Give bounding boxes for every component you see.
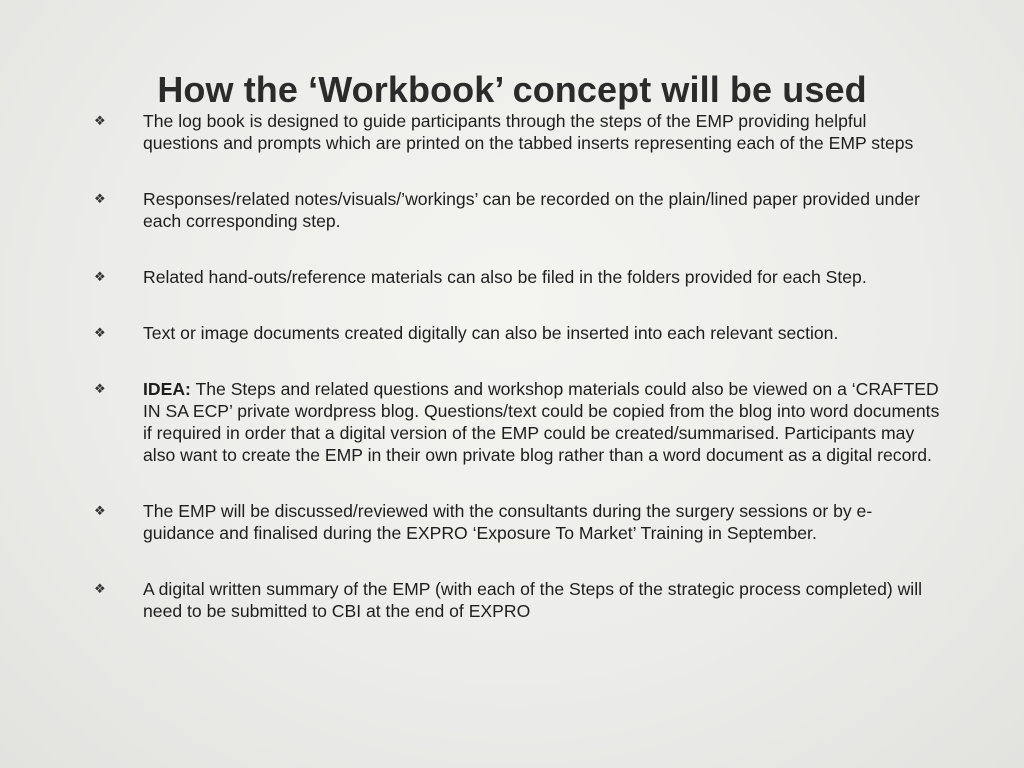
bullet-text: Related hand-outs/reference materials can also be filed in the folders provided for each Step.	[143, 267, 867, 287]
bullet-text: Responses/related notes/visuals/’workings’ can be recorded on the plain/lined paper provided under each corresponding step.	[143, 189, 920, 231]
slide-title: How the ‘Workbook’ concept will be used	[157, 69, 867, 111]
bullet-item	[92, 578, 942, 622]
idea-label: IDEA:	[143, 379, 191, 399]
diamond-bullet-icon: ❖	[94, 504, 106, 519]
diamond-bullet-icon: ❖	[94, 326, 106, 341]
diamond-bullet-icon: ❖	[94, 582, 106, 597]
diamond-bullet-icon: ❖	[94, 270, 106, 285]
diamond-bullet-icon: ❖	[94, 114, 106, 129]
bullet-item	[92, 322, 942, 344]
bullet-item	[92, 188, 942, 232]
bullet-text: The Steps and related questions and workshop materials could also be viewed on a ‘CRAFTED IN SA ECP’ private wordpress blog. Questions/text could be copied from the blog into word documents if required in order that a digital version of the EMP could be created/summarised. Participants may also want to create the EMP in their own private blog rather than a word document as a digital record.	[143, 379, 940, 465]
bullet-item	[92, 110, 942, 154]
diamond-bullet-icon: ❖	[94, 192, 106, 207]
bullet-text: The log book is designed to guide participants through the steps of the EMP providing helpful questions and prompts which are printed on the tabbed inserts representing each of the EMP steps	[143, 111, 914, 153]
bullet-item-idea	[92, 378, 942, 466]
bullet-item	[92, 500, 942, 544]
diamond-bullet-icon: ❖	[94, 382, 106, 397]
bullet-item	[92, 266, 942, 288]
bullet-text: A digital written summary of the EMP (with each of the Steps of the strategic process completed) will need to be submitted to CBI at the end of EXPRO	[143, 579, 923, 621]
bullet-text: The EMP will be discussed/reviewed with the consultants during the surgery sessions or by e-guidance and finalised during the EXPRO ‘Exposure To Market’ Training in September.	[143, 501, 873, 543]
bullet-text: Text or image documents created digitally can also be inserted into each relevant section.	[143, 323, 839, 343]
bullet-list	[92, 110, 942, 656]
